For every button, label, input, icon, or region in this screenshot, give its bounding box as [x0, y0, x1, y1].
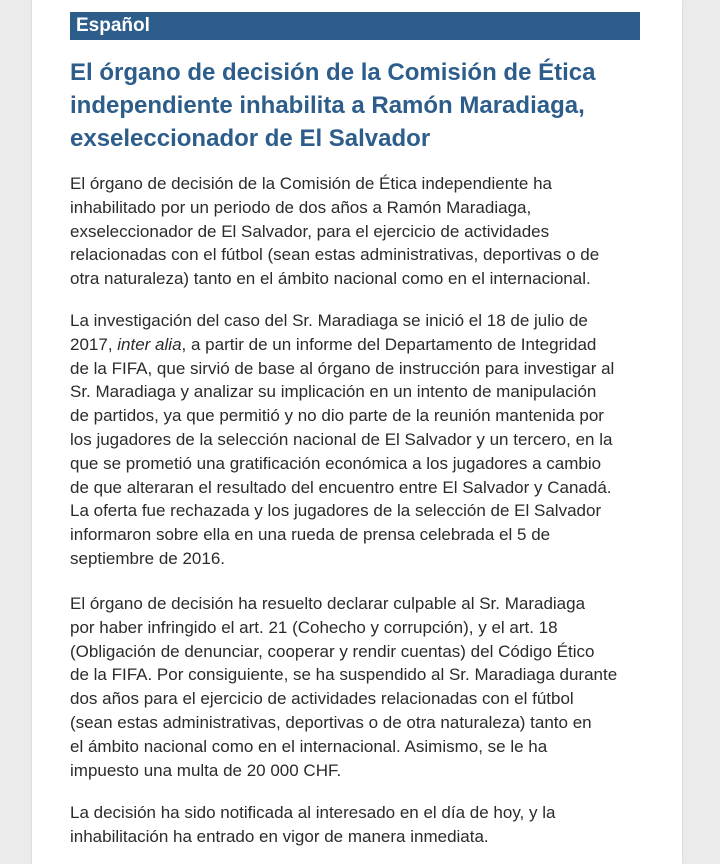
- text-line: informaron sobre ella en una rueda de prensa celebrada el 5 de: [70, 525, 551, 545]
- title-line: El órgano de decisión de la Comisión de Ética: [70, 59, 596, 86]
- paragraph-2: [70, 309, 654, 571]
- text-line: septiembre de 2016.: [70, 548, 225, 568]
- text-line: otra naturaleza) tanto en el ámbito nacional como en el internacional.: [70, 269, 591, 289]
- text-line: de partidos, ya que permitió y no dio parte de la reunión mantenida por: [70, 406, 604, 426]
- text-line: de la FIFA, que sirvió de base al órgano de instrucción para investigar al: [70, 358, 615, 378]
- article-title: [70, 56, 650, 155]
- paragraph-4: [70, 801, 654, 849]
- document-page: [32, 0, 682, 864]
- language-bar: [70, 12, 640, 40]
- text-line: El órgano de decisión de la Comisión de Ética independiente ha: [70, 174, 552, 193]
- title-line: exseleccionador de El Salvador: [70, 125, 431, 152]
- paragraph-3: [70, 592, 654, 782]
- text-line: La investigación del caso del Sr. Maradiaga se inició el 18 de julio de: [70, 311, 588, 330]
- text-line: el ámbito nacional como en el internacional. Asimismo, se le ha: [70, 736, 548, 756]
- text-line: La decisión ha sido notificada al interesado en el día de hoy, y la: [70, 803, 556, 822]
- text-line: (Obligación de denunciar, cooperar y rendir cuentas) del Código Ético: [70, 641, 595, 661]
- text-line: exseleccionador de El Salvador, para el ejercicio de actividades: [70, 221, 550, 241]
- text-line: de que alteraran el resultado del encuentro entre El Salvador y Canadá.: [70, 477, 612, 497]
- text-line: que se prometió una gratificación económica a los jugadores a cambio: [70, 453, 602, 473]
- text-line: inhabilitación ha entrado en vigor de manera inmediata.: [70, 826, 489, 846]
- text-line: impuesto una multa de 20 000 CHF.: [70, 760, 342, 780]
- text-line: relacionadas con el fútbol (sean estas administrativas, deportivas o de: [70, 245, 600, 265]
- text-segment: 2017,: [70, 334, 118, 354]
- text-line: los jugadores de la selección nacional de El Salvador y un tercero, en la: [70, 429, 613, 449]
- text-line: Sr. Maradiaga y analizar su implicación en un intento de manipulación: [70, 382, 597, 402]
- text-line: [70, 333, 654, 357]
- text-line: de la FIFA. Por consiguiente, se ha suspendido al Sr. Maradiaga durante: [70, 665, 618, 685]
- text-line: El órgano de decisión ha resuelto declarar culpable al Sr. Maradiaga: [70, 594, 586, 613]
- text-segment: , a partir de un informe del Departamento de Integridad: [181, 334, 597, 354]
- paragraph-1: [70, 172, 654, 291]
- text-line: La oferta fue rechazada y los jugadores de la selección de El Salvador: [70, 501, 602, 521]
- language-label: Español: [76, 15, 150, 36]
- text-line: por haber infringido el art. 21 (Cohecho y corrupción), y el art. 18: [70, 617, 558, 637]
- italic-term: inter alia: [117, 334, 182, 354]
- text-line: (sean estas administrativas, deportivas o de otra naturaleza) tanto en: [70, 712, 592, 732]
- title-line: independiente inhabilita a Ramón Maradiaga,: [70, 92, 585, 119]
- text-line: inhabilitado por un periodo de dos años a Ramón Maradiaga,: [70, 197, 532, 217]
- text-line: dos años para el ejercicio de actividades relacionadas con el fútbol: [70, 689, 574, 709]
